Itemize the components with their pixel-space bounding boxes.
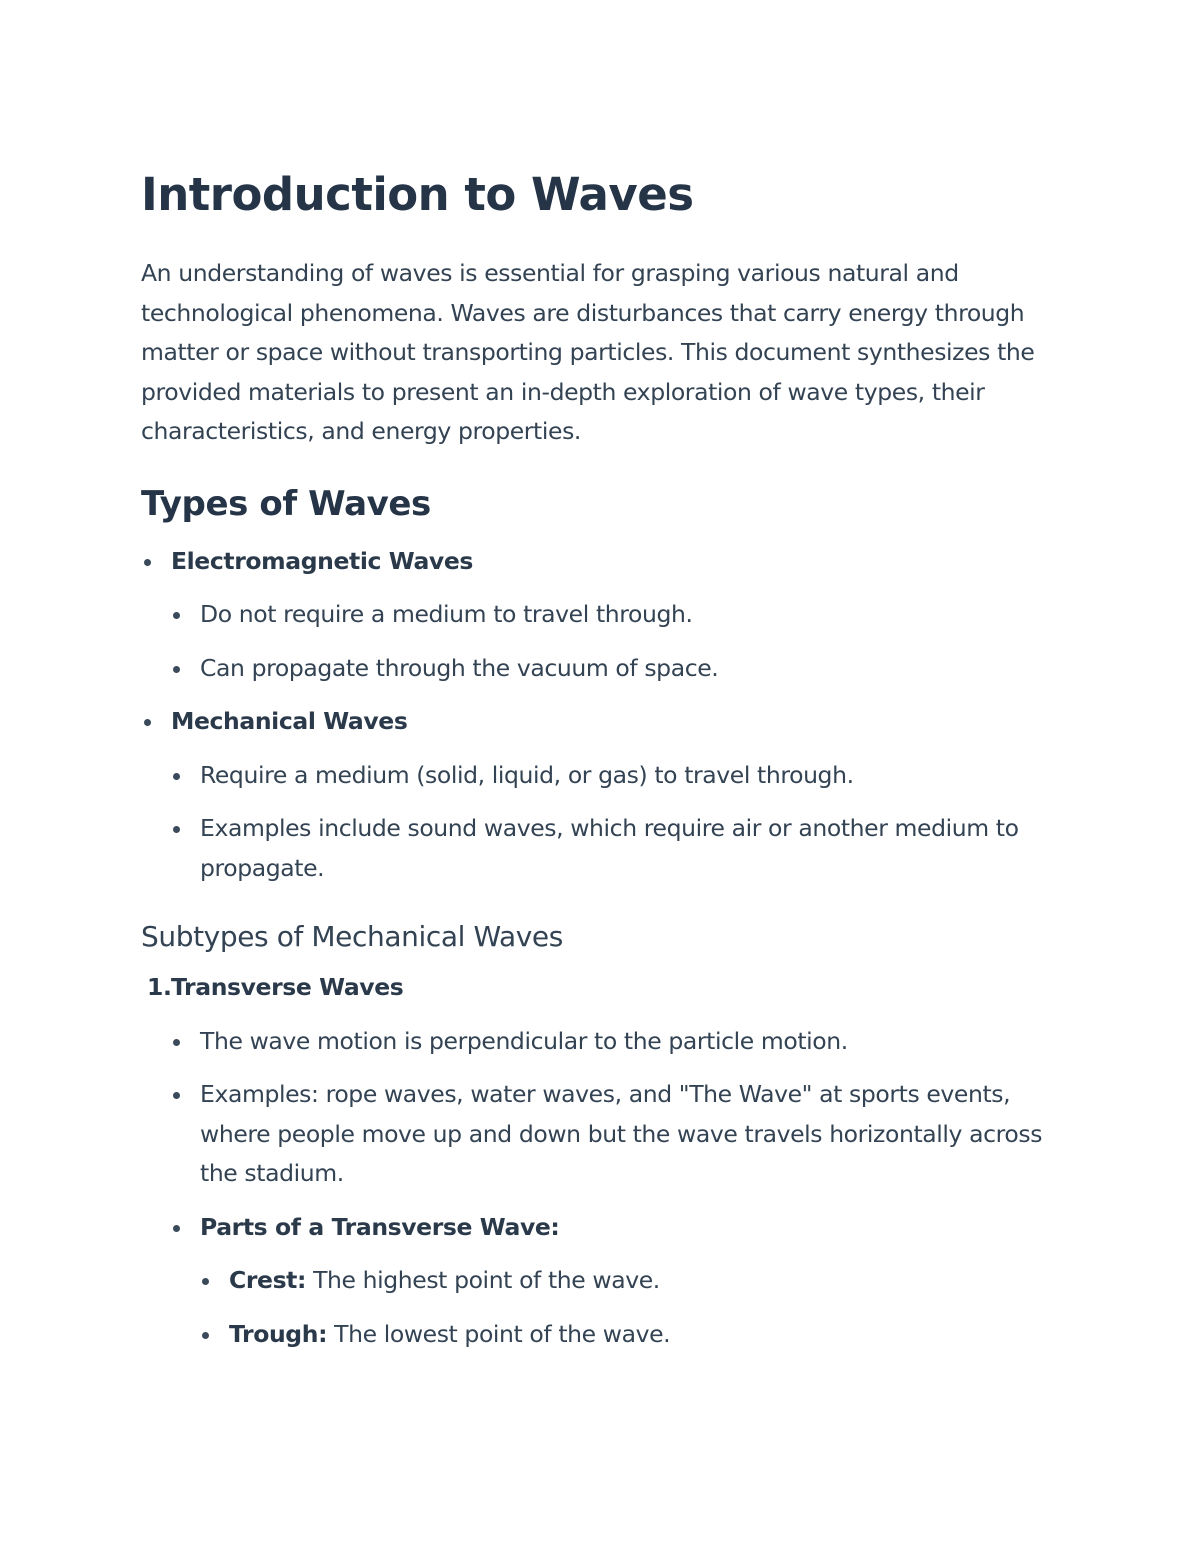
subtypes-list	[141, 968, 1051, 1354]
part-term: Crest:	[229, 1266, 306, 1294]
transverse-point: The wave motion is perpendicular to the particle motion.	[200, 1026, 848, 1055]
part-desc: The lowest point of the wave.	[327, 1319, 671, 1348]
page-title: Introduction to Waves	[141, 168, 694, 221]
bullet-icon	[173, 1039, 180, 1046]
list-item	[141, 1261, 1051, 1301]
bullet-icon	[202, 1278, 209, 1285]
transverse-label: Transverse Waves	[171, 973, 404, 1001]
mechanical-point: Require a medium (solid, liquid, or gas) to travel through.	[200, 760, 854, 789]
electromagnetic-point: Can propagate through the vacuum of space.	[200, 653, 719, 682]
bullet-icon	[173, 773, 180, 780]
intro-paragraph: An understanding of waves is essential for grasping various natural and technological phenomena. Waves are disturbances that carry energy through matter or space without transporting particles. This document synthesizes the provided materials to present an in-depth exploration of wave types, their characteristics, and energy properties.	[141, 259, 1035, 445]
electromagnetic-label: Electromagnetic Waves	[171, 546, 473, 575]
list-item	[141, 1075, 1051, 1194]
bullet-icon	[173, 826, 180, 833]
electromagnetic-point: Do not require a medium to travel through.	[200, 600, 693, 628]
bullet-icon	[173, 612, 180, 619]
bullet-icon	[173, 666, 180, 673]
mechanical-label: Mechanical Waves	[171, 707, 408, 735]
list-item-parts	[141, 1208, 1051, 1248]
transverse-point: Examples: rope waves, water waves, and "The Wave" at sports events, where people move up and down but the wave travels horizontally across the stadium.	[200, 1080, 1043, 1187]
list-item-transverse	[141, 968, 1051, 1008]
bullet-icon	[173, 1225, 180, 1232]
bullet-icon	[144, 719, 151, 726]
list-item-electromagnetic	[141, 542, 1051, 582]
bullet-icon	[173, 1092, 180, 1099]
list-item	[141, 1022, 1051, 1062]
part-term: Trough:	[229, 1319, 328, 1348]
list-item	[141, 809, 1051, 888]
types-heading: Types of Waves	[141, 483, 431, 524]
list-item	[141, 1315, 1051, 1355]
parts-label: Parts of a Transverse Wave:	[200, 1212, 560, 1241]
bullet-icon	[144, 559, 151, 566]
part-desc: The highest point of the wave.	[306, 1266, 660, 1294]
subtypes-heading: Subtypes of Mechanical Waves	[141, 920, 563, 953]
list-number: 1.	[147, 973, 172, 1001]
document-page	[141, 164, 1051, 1354]
list-item-mechanical	[141, 702, 1051, 742]
list-item	[141, 649, 1051, 689]
list-item	[141, 595, 1051, 635]
bullet-icon	[202, 1332, 209, 1339]
list-item	[141, 756, 1051, 796]
mechanical-point: Examples include sound waves, which require air or another medium to propagate.	[200, 814, 1019, 882]
wave-types-list	[141, 542, 1051, 889]
